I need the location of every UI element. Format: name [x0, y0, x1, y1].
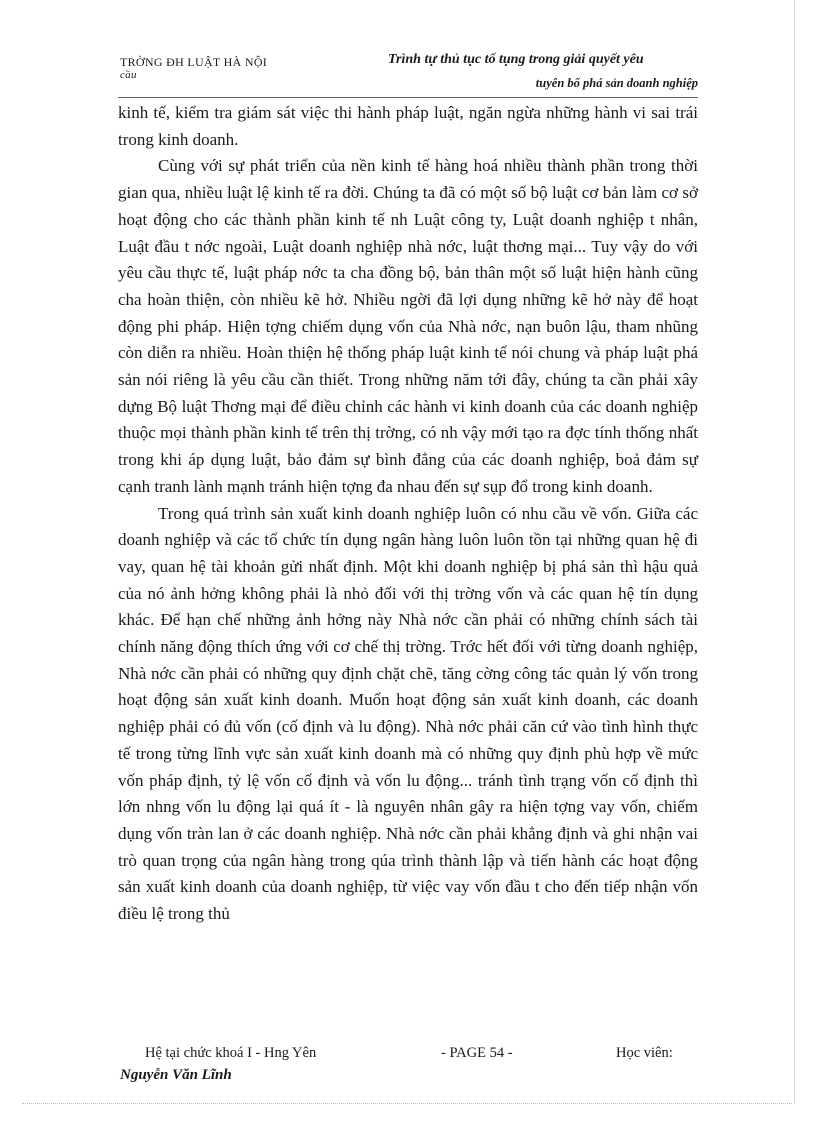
paragraph-3: Trong quá trình sản xuất kinh doanh nghiệp luôn có nhu cầu về vốn. Giữa các doanh nghiệp và các tổ chức tín dụng ngân hàng luôn luôn tồn tại những quan hệ đi vay, quan hệ tài khoản gửi nhất định. Một khi doanh nghiệp bị phá sản thì hậu quả của nó ảnh hởng không phải là nhỏ đối với thị trờng vốn và các quan hệ tín dụng khác. Để hạn chế những ảnh hởng này Nhà nớc cần phải có những chính sách tài chính năng động thích ứng với cơ chế thị trờng. Trớc hết đối với từng doanh nghiệp, Nhà nớc cần phải có những quy định chặt chẽ, tăng cờng công tác quản lý vốn trong hoạt động sản xuất kinh doanh. Muốn hoạt động sản xuất kinh doanh, các doanh nghiệp phải có đủ vốn (cố định và lu động). Nhà nớc phải căn cứ vào tình hình thực tế trong từng lĩnh vực sản xuất kinh doanh mà có những quy định phù hợp về mức vốn pháp định, tỷ lệ vốn cố định và vốn lu động... tránh tình trạng vốn cố định thì lớn nhng vốn lu động lại quá ít - là nguyên nhân gây ra hiện tợng vay vốn, chiếm dụng vốn tràn lan ở các doanh nghiệp. Nhà nớc cần phải khẳng định và ghi nhận vai trò quan trọng của ngân hàng trong qúa trình thành lập và tiến hành các hoạt động sản xuất kinh doanh của doanh nghiệp, từ việc vay vốn đầu t cho đến tiếp nhận vốn điều lệ trong thủ: [118, 503, 698, 924]
footer-student-label: Học viên:: [616, 1045, 673, 1061]
footer-page-number: - PAGE 54 -: [441, 1045, 513, 1061]
footer-student-name: Nguyễn Văn Lĩnh: [120, 1067, 232, 1083]
header-school-overflow: cầu: [120, 69, 137, 81]
paragraph-1: kinh tế, kiểm tra giám sát việc thi hành pháp luật, ngăn ngừa những hành vi sai trái trong kinh doanh.: [118, 103, 698, 149]
footer-course: Hệ tại chức khoá I - Hng Yên: [145, 1045, 317, 1061]
page-boundary-right: [794, 0, 795, 1103]
page-boundary-bottom: [22, 1103, 792, 1104]
document-body: [118, 100, 698, 928]
header-title-line2: tuyên bố phá sản doanh nghiệp: [535, 76, 698, 90]
paragraph-2: Cùng với sự phát triển của nền kinh tế hàng hoá nhiều thành phần trong thời gian qua, nhiều luật lệ kinh tế ra đời. Chúng ta đã có một số bộ luật cơ bản làm cơ sở hoạt động cho các thành phần kinh tế nh Luật công ty, Luật doanh nghiệp t nhân, Luật đầu t nớc ngoài, Luật doanh nghiệp nhà nớc, luật thơng mại... Tuy vậy do với yêu cầu thực tế, luật pháp nớc ta cha đồng bộ, bản thân một số luật hiện hành cũng cha hoàn thiện, còn nhiều kẽ hở. Nhiều ngời đã lợi dụng những kẽ hở này để hoạt động phi pháp. Hiện tợng chiếm dụng vốn của Nhà nớc, nạn buôn lậu, tham nhũng còn diễn ra nhiều. Hoàn thiện hệ thống pháp luật kinh tế nói chung và pháp luật phá sản nói riêng là yêu cầu cần thiết. Trong những năm tới đây, chúng ta cần phải xây dựng Bộ luật Thơng mại để điều chỉnh các hành vi kinh doanh của các doanh nghiệp thuộc mọi thành phần kinh tế trên thị trờng, có nh vậy mới tạo ra đợc tính thống nhất trong khi áp dụng luật, bảo đảm sự bình đẳng của các doanh nghiệp, boả đảm sự cạnh tranh lành mạnh tránh hiện tợng đa nhau đến sự sụp đổ trong kinh doanh.: [118, 156, 698, 496]
header-school: [120, 56, 320, 82]
header-title-line1: Trình tự thủ tục tố tụng trong giải quyết yêu: [388, 52, 644, 67]
header-divider: [118, 97, 698, 98]
header-title: [388, 52, 708, 91]
header-school-name: TRỜNG ĐH LUẬT HÀ NỘI: [120, 55, 268, 69]
